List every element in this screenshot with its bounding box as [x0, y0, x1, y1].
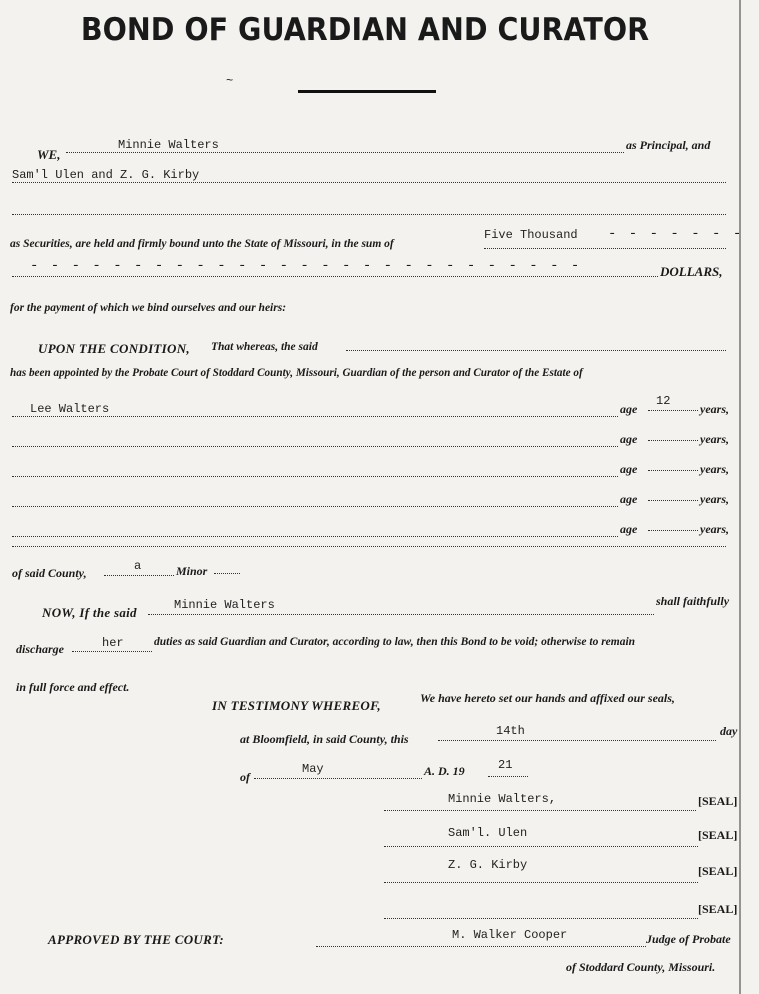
sum-words: Five Thousand: [484, 228, 578, 242]
we-label: WE,: [37, 147, 61, 162]
principal-line: [66, 152, 624, 153]
judge-line: [316, 946, 646, 947]
age-label: age: [620, 522, 638, 536]
year-value: 21: [498, 758, 513, 772]
securities-line-1: [12, 182, 726, 183]
minor-label: Minor: [176, 564, 208, 578]
years-label: years,: [700, 432, 729, 446]
seal-label: [SEAL]: [698, 828, 738, 842]
principal-name: Minnie Walters: [118, 138, 219, 152]
age-line: [648, 410, 698, 411]
appointed-text: has been appointed by the Probate Court of Stoddard County, Missouri, Guardian of the person and Curator of the Estate of: [10, 367, 583, 379]
decorative-mark: ~: [226, 74, 234, 88]
day-line: [438, 740, 716, 741]
upon-condition: UPON THE CONDITION,: [38, 341, 190, 356]
of-said-county: of said County,: [12, 566, 87, 580]
years-label: years,: [700, 522, 729, 536]
now-name-line: [148, 614, 654, 615]
day-value: 14th: [496, 724, 525, 738]
age-label: age: [620, 492, 638, 506]
age-label: age: [620, 462, 638, 476]
pronoun: her: [102, 636, 124, 650]
age-line: [648, 440, 698, 441]
age-label: age: [620, 432, 638, 446]
minor-count: a: [134, 559, 142, 573]
minor-line: [12, 446, 618, 447]
duties-text: duties as said Guardian and Curator, according to law, then this Bond to be void; otherwise to remain: [154, 636, 636, 648]
signature-line: [384, 810, 696, 811]
ad-text: A. D. 19: [424, 764, 465, 778]
dollars-dashes: - - - - - - - - - - - - - - - - - - - - - - - - - - -: [30, 258, 582, 274]
signature-line: [384, 918, 698, 919]
document-title: BOND OF GUARDIAN AND CURATOR: [80, 12, 650, 48]
seal-label: [SEAL]: [698, 794, 738, 808]
age-line: [648, 530, 698, 531]
minor-age: 12: [656, 394, 671, 408]
discharge-label: discharge: [16, 642, 64, 656]
held-text: as Securities, are held and firmly bound unto the State of Missouri, in the sum of: [10, 238, 394, 250]
judge-label: Judge of Probate: [646, 932, 731, 946]
month-line: [254, 778, 422, 779]
full-force-text: in full force and effect.: [16, 680, 130, 694]
signature-name: Sam'l. Ulen: [448, 826, 528, 840]
dollars-label: DOLLARS,: [660, 264, 723, 279]
minor-line: [12, 536, 618, 537]
day-label: day: [720, 724, 738, 738]
shall-faithfully: shall faithfully: [656, 594, 730, 608]
seal-label: [SEAL]: [698, 864, 738, 878]
judge-name: M. Walker Cooper: [452, 928, 568, 942]
at-text: at Bloomfield, in said County, this: [240, 732, 409, 746]
of-label: of: [240, 770, 250, 784]
age-label: age: [620, 402, 638, 416]
month: May: [302, 762, 324, 776]
year-line: [488, 776, 528, 777]
minor-line: [12, 506, 618, 507]
now-name: Minnie Walters: [174, 598, 275, 612]
sum-line: [484, 248, 726, 249]
as-principal-label: as Principal, and: [626, 138, 711, 152]
page-edge: [739, 0, 741, 994]
minor-line-end: [12, 546, 726, 547]
heirs-text: for the payment of which we bind ourselves and our heirs:: [10, 302, 287, 314]
approved-label: APPROVED BY THE COURT:: [48, 932, 224, 947]
pronoun-line: [72, 651, 152, 652]
signature-name: Minnie Walters,: [448, 792, 557, 806]
securities-names: Sam'l Ulen and Z. G. Kirby: [12, 168, 200, 182]
dollars-line: [12, 276, 658, 277]
signature-line: [384, 846, 698, 847]
minor-line: [12, 416, 618, 417]
now-if-label: NOW, If the said: [42, 605, 137, 620]
county-label: of Stoddard County, Missouri.: [566, 960, 716, 974]
signature-name: Z. G. Kirby: [448, 858, 528, 872]
securities-line-2: [12, 214, 726, 215]
signature-line: [384, 882, 698, 883]
age-line: [648, 470, 698, 471]
testimony-text: We have hereto set our hands and affixed our seals,: [420, 691, 675, 705]
minor-label-line: [214, 573, 240, 574]
whereas-line: [346, 350, 726, 351]
testimony-heading: IN TESTIMONY WHEREOF,: [212, 698, 381, 713]
minor-count-line: [104, 575, 174, 576]
title-rule: [298, 90, 436, 93]
whereas-text: That whereas, the said: [211, 341, 318, 353]
minor-name: Lee Walters: [30, 402, 110, 416]
age-line: [648, 500, 698, 501]
years-label: years,: [700, 492, 729, 506]
years-label: years,: [700, 462, 729, 476]
sum-dashes: - - - - - - -: [608, 226, 744, 242]
seal-label: [SEAL]: [698, 902, 738, 916]
years-label: years,: [700, 402, 729, 416]
minor-line: [12, 476, 618, 477]
